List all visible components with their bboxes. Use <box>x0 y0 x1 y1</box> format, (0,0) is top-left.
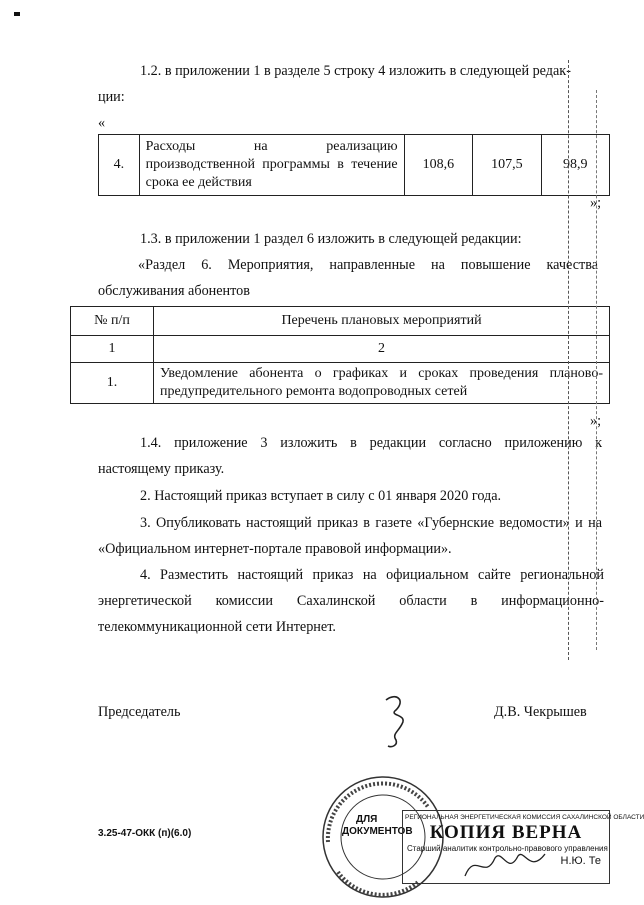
section-6-title: «Раздел 6. Мероприятия, направленные на повышение качества обслуживания абонентов <box>98 257 598 299</box>
header-number: № п/п <box>71 307 154 336</box>
handwritten-signature <box>378 690 418 750</box>
row-number: 1. <box>71 363 154 404</box>
close-quote-2: »; <box>590 413 602 429</box>
scan-artifact-line <box>568 60 569 660</box>
chairman-name: Д.В. Чекрышев <box>494 704 587 720</box>
measures-table <box>70 306 610 404</box>
index-col-2: 2 <box>154 336 610 363</box>
stamp-name: Н.Ю. Те <box>560 855 601 867</box>
paragraph-1-2: 1.2. в приложении 1 в разделе 5 строку 4 изложить в следующей редак- <box>140 63 571 79</box>
scan-artifact-line <box>596 90 597 650</box>
open-quote: « <box>98 115 106 131</box>
value-3: 98,9 <box>541 135 609 196</box>
row-measure: Уведомление абонента о графиках и сроках проведения планово-предупредительного ремонта водопроводных сетей <box>154 363 610 404</box>
table-index-row <box>71 336 610 363</box>
paragraph-1-4: 1.4. приложение 3 изложить в редакции согласно приложению к настоящему приказу. <box>98 435 602 477</box>
seal-text-1: ДЛЯ <box>356 814 378 825</box>
header-measures: Перечень плановых мероприятий <box>154 307 610 336</box>
close-quote-1: »; <box>590 195 602 211</box>
document-code: 3.25-47-ОКК (п)(6.0) <box>98 828 192 839</box>
seal-text-2: ДОКУМЕНТОВ <box>342 826 413 837</box>
paragraph-4: 4. Разместить настоящий приказ на официальном сайте региональной энергетической комиссии Сахалинской области в информационно-телекоммуникационной сети Интернет. <box>98 567 604 635</box>
index-col-1: 1 <box>71 336 154 363</box>
paragraph-1-3: 1.3. в приложении 1 раздел 6 изложить в следующей редакции: <box>140 231 522 247</box>
stamp-org: РЕГИОНАЛЬНАЯ ЭНЕРГЕТИЧЕСКАЯ КОМИССИЯ САХАЛИНСКОЙ ОБЛАСТИ <box>405 814 644 821</box>
row-number: 4. <box>99 135 140 196</box>
chairman-label: Председатель <box>98 704 181 720</box>
table-header-row <box>71 307 610 336</box>
paragraph-1-2-continuation: ции: <box>98 89 125 105</box>
scan-dot <box>14 12 20 16</box>
row-description: Расходы на реализацию производственной программы в течение срока ее действия <box>139 135 404 196</box>
stamp-signature <box>460 846 550 886</box>
table-row <box>71 363 610 404</box>
paragraph-3: 3. Опубликовать настоящий приказ в газете «Губернские ведомости» и на «Официальном интернет-портале правовой информации». <box>98 515 602 557</box>
expenses-table <box>98 134 610 196</box>
value-1: 108,6 <box>404 135 472 196</box>
stamp-position: Старший аналитик контрольно-правового управления <box>407 844 608 853</box>
paragraph-2: 2. Настоящий приказ вступает в силу с 01 января 2020 года. <box>140 488 502 504</box>
value-2: 107,5 <box>473 135 541 196</box>
table-row <box>99 135 610 196</box>
stamp-copy-text: КОПИЯ ВЕРНА <box>429 822 583 843</box>
